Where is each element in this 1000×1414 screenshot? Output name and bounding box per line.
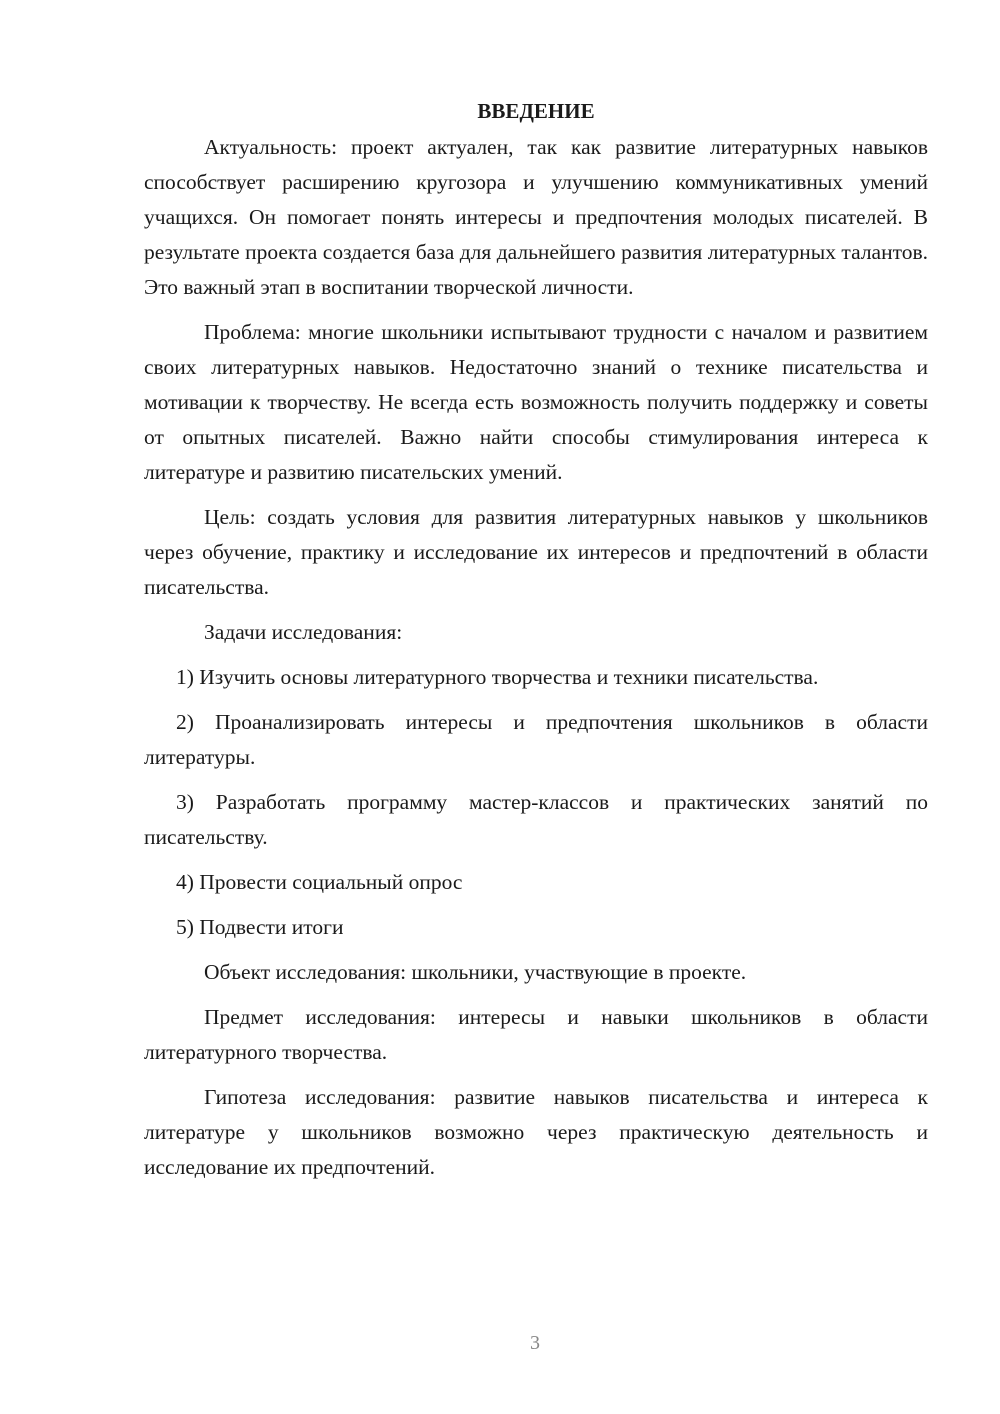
tasks-heading: Задачи исследования: [204,620,403,644]
task-item: 3) Разработать программу мастер-классов и практических занятий по писательству. [144,790,928,849]
task-item: 2) Проанализировать интересы и предпочтения школьников в области литературы. [144,710,928,769]
subject-paragraph: Предмет исследования: интересы и навыки школьников в области литературного творчества. [144,1005,928,1064]
task-item: 1) Изучить основы литературного творчества и техники писательства. [176,665,819,689]
object-paragraph: Объект исследования: школьники, участвующие в проекте. [204,960,747,984]
task-list [144,660,928,945]
task-item: 4) Провести социальный опрос [176,870,463,894]
problem-paragraph: Проблема: многие школьники испытывают трудности с началом и развитием своих литературных навыков. Недостаточно знаний о технике писательства и мотивации к творчеству. Не всегда есть возможность получить поддержку и советы от опытных писателей. Важно найти способы стимулирования интереса к литературе и развитию писательских умений. [144,320,928,484]
hypothesis-paragraph: Гипотеза исследования: развитие навыков писательства и интереса к литературе у школьников возможно через практическую деятельность и исследование их предпочтений. [144,1085,928,1179]
goal-paragraph: Цель: создать условия для развития литературных навыков у школьников через обучение, практику и исследование их интересов и предпочтений в области писательства. [144,505,928,599]
page-title: ВВЕДЕНИЕ [477,99,595,123]
page-number: 3 [530,1332,540,1354]
relevance-paragraph: Актуальность: проект актуален, так как развитие литературных навыков способствует расширению кругозора и улучшению коммуникативных умений учащихся. Он помогает понять интересы и предпочтения молодых писателей. В результате проекта создается база для дальнейшего развития литературных талантов. Это важный этап в воспитании творческой личности. [144,135,928,299]
page-content [144,92,928,1195]
task-item: 5) Подвести итоги [176,915,344,939]
